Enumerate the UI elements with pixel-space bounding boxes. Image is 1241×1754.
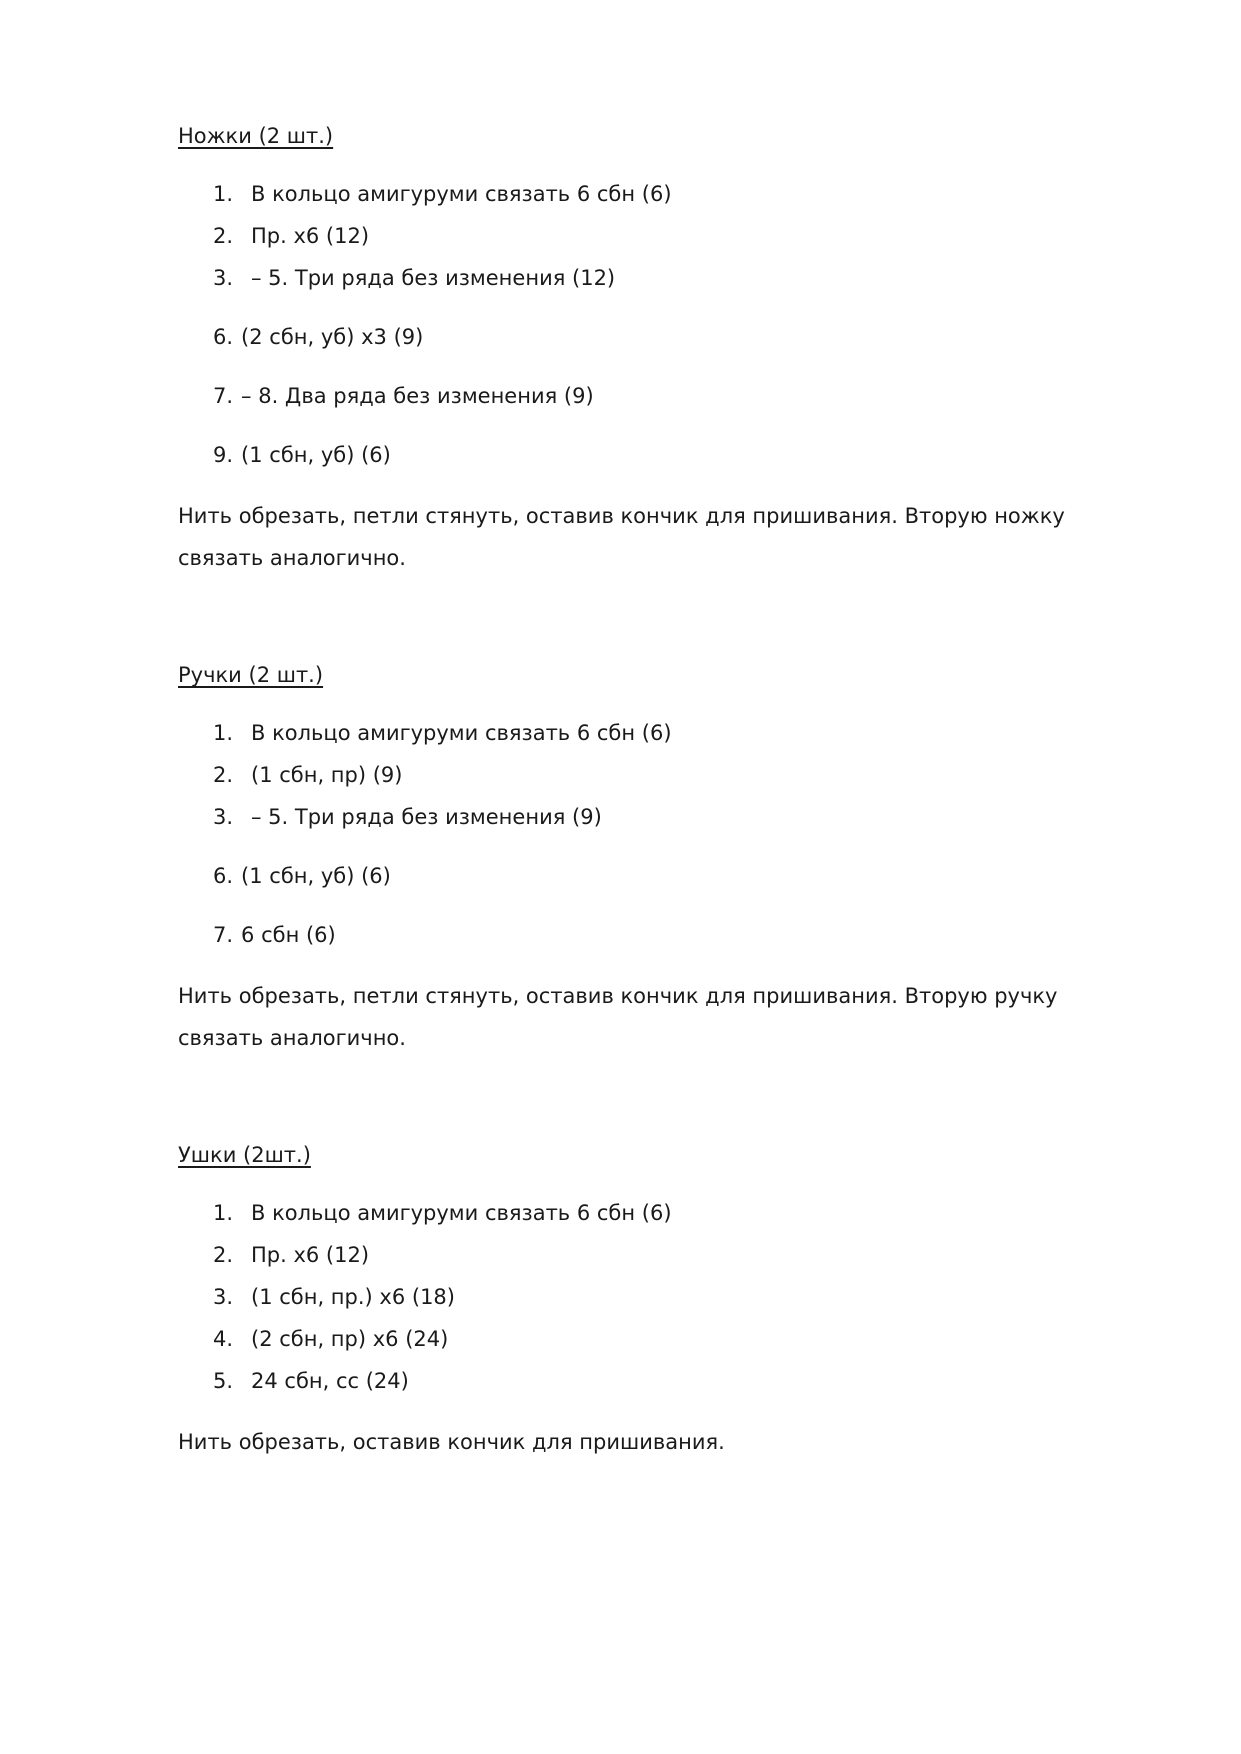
step-number: 4. (213, 1327, 234, 1351)
list-item (213, 803, 602, 831)
step-text: В кольцо амигуруми связать 6 сбн (6) (251, 182, 672, 206)
step-text: В кольцо амигуруми связать 6 сбн (6) (251, 1201, 672, 1225)
list-item (213, 1199, 672, 1227)
step-number: 3. (213, 805, 234, 829)
step-number: 6. (213, 325, 234, 349)
step-number: 2. (213, 1243, 234, 1267)
step-text: (2 сбн, уб) х3 (9) (241, 325, 424, 349)
step-text: – 5. Три ряда без изменения (12) (251, 266, 616, 290)
list-item (213, 1283, 455, 1311)
section-title-ears: Ушки (2шт.) (178, 1143, 311, 1167)
step-number: 1. (213, 182, 234, 206)
section-title-legs: Ножки (2 шт.) (178, 124, 334, 148)
step-text: В кольцо амигуруми связать 6 сбн (6) (251, 721, 672, 745)
list-item (213, 264, 615, 292)
step-number: 7. (213, 384, 234, 408)
step-text: (2 сбн, пр) х6 (24) (251, 1327, 449, 1351)
list-item (213, 1367, 409, 1395)
step-number: 3. (213, 266, 234, 290)
section-note-legs: Нить обрезать, петли стянуть, оставив кончик для пришивания. Вторую ножку связать аналогично. (178, 504, 1065, 570)
list-item (213, 862, 391, 890)
list-item (213, 921, 336, 949)
list-item (213, 719, 672, 747)
list-item (213, 1241, 369, 1269)
step-text: (1 сбн, пр) (9) (251, 763, 403, 787)
step-number: 2. (213, 224, 234, 248)
section-note-ears: Нить обрезать, оставив кончик для пришивания. (178, 1430, 725, 1454)
step-text: (1 сбн, пр.) х6 (18) (251, 1285, 455, 1309)
step-text: Пр. х6 (12) (251, 1243, 370, 1267)
list-item (213, 761, 402, 789)
step-number: 6. (213, 864, 234, 888)
step-text: 24 сбн, сс (24) (251, 1369, 409, 1393)
step-number: 5. (213, 1369, 234, 1393)
step-number: 7. (213, 923, 234, 947)
step-text: Пр. х6 (12) (251, 224, 370, 248)
list-item (213, 1325, 448, 1353)
step-text: – 5. Три ряда без изменения (9) (251, 805, 602, 829)
section-title-arms: Ручки (2 шт.) (178, 663, 324, 687)
list-item (213, 222, 369, 250)
step-number: 2. (213, 763, 234, 787)
step-text: (1 сбн, уб) (6) (241, 443, 391, 467)
step-number: 1. (213, 1201, 234, 1225)
list-item (213, 441, 391, 469)
step-number: 1. (213, 721, 234, 745)
step-text: (1 сбн, уб) (6) (241, 864, 391, 888)
list-item (213, 323, 423, 351)
section-note-arms: Нить обрезать, петли стянуть, оставив кончик для пришивания. Вторую ручку связать аналогично. (178, 984, 1058, 1050)
step-text: – 8. Два ряда без изменения (9) (241, 384, 594, 408)
step-number: 9. (213, 443, 234, 467)
list-item (213, 382, 594, 410)
list-item (213, 180, 672, 208)
step-number: 3. (213, 1285, 234, 1309)
step-text: 6 сбн (6) (241, 923, 336, 947)
